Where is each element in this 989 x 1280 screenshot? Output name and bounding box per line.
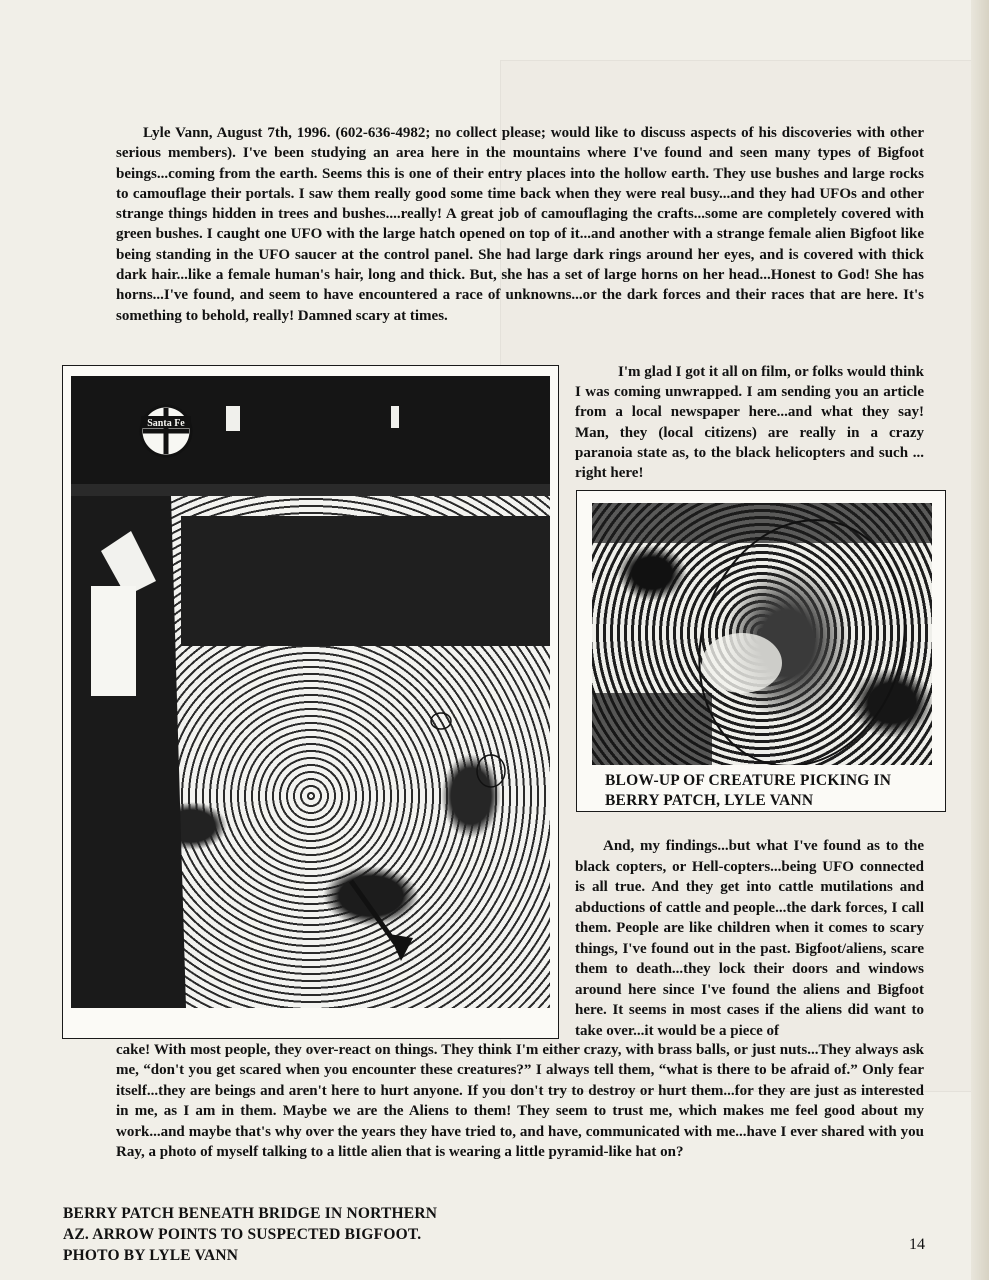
dark-treeline bbox=[181, 516, 550, 646]
bridge-marker-1 bbox=[226, 406, 240, 431]
photo-caption-line-1: BERRY PATCH BENEATH BRIDGE IN NORTHERN bbox=[63, 1205, 438, 1222]
article-paragraph-4: cake! With most people, they over-react on things. They think I'm either crazy, with brass balls, or just nuts...They always ask me, “don't you get scared when you encounter these creatures?” I always tell them, “what is there to be afraid of.” Only fear itself...they are beings and aren't here to hurt anyone. If you don't try to destroy or hurt them...for they are just as interested in me, as I am in them. Maybe we are the Aliens to them! They seem to trust me, which makes me feel good about my work...and maybe that's why over the years they have tried to, and have, communicated with me...have I ever shared with you Ray, a photo of myself talking to a little alien that is wearing a little pyramid-like hat on? bbox=[116, 1042, 924, 1161]
santa-fe-logo-text: Santa Fe bbox=[147, 418, 185, 429]
blowup-photo bbox=[592, 503, 932, 765]
berry-patch-photo-drawing bbox=[71, 376, 550, 1008]
circled-spot bbox=[477, 755, 505, 787]
article-paragraph-1: Lyle Vann, August 7th, 1996. (602-636-4982; no collect please; would like to discuss aspects of his discoveries with other serious members). I've been studying an area here in the mountains where I've found and seen many types of Bigfoot beings...coming from the earth. Seems this is one of their entry places into the hollow earth. They use bushes and large rocks to camouflage their portals. I saw them really good some time back when they were real busy...and they had UFOs and other strange things hidden in trees and bushes....really! A great job of camouflaging the crafts...some are completely covered with green bushes. I caught one UFO with the large hatch opened on top of it...and another with a strange female alien Bigfoot like being standing in the UFO saucer at the control panel. She had large dark rings around her eyes, and is covered with thick dark hair...like a female human's hair, long and thick. But, she has a set of large horns on her head...Honest to God! She has horns...I've found, and seem to have encountered a race of unknowns...or the dark forces and their races that are here. It's something to behold, really! Damned scary at times. bbox=[116, 125, 924, 324]
photo-caption-line-3: PHOTO BY LYLE VANN bbox=[63, 1247, 239, 1264]
page-number: 14 bbox=[909, 1236, 925, 1253]
circled-spot-2 bbox=[431, 713, 451, 729]
berry-patch-photo-frame bbox=[62, 365, 559, 1039]
article-paragraph-3: And, my findings...but what I've found as to the black copters, or Hell-copters...being UFO connected is all true. And they get into cattle mutilations and abductions of cattle and people...the dark forces, I call them. People are like children when it comes to scary things, I've found out in the past. Bigfoot/aliens, scare them to death...they lock their doors and windows around here since I've found the aliens and Bigfoot here. It seems in most cases if the aliens did want to take over...it would be a piece of bbox=[575, 838, 924, 1039]
pillar-light-patch bbox=[91, 586, 136, 696]
photo-caption-line-2: AZ. ARROW POINTS TO SUSPECTED BIGFOOT. bbox=[63, 1226, 422, 1243]
blowup-photo-drawing bbox=[592, 503, 932, 765]
berry-patch-photo bbox=[71, 376, 550, 1008]
dark-foliage-bottom bbox=[592, 693, 712, 765]
blowup-caption-line-1: BLOW-UP OF CREATURE PICKING IN bbox=[605, 772, 892, 789]
article-paragraph-2: I'm glad I got it all on film, or folks would think I was coming unwrapped. I am sending you an article from a local newspaper here...and what they say! Man, they (local citizens) are really in a crazy paranoia state as, to the black helicopters and such ... right here! bbox=[575, 364, 924, 482]
blowup-caption-line-2: BERRY PATCH, LYLE VANN bbox=[605, 792, 814, 809]
page-edge bbox=[971, 0, 989, 1280]
arrow-head bbox=[389, 934, 413, 961]
bridge-edge bbox=[71, 484, 550, 496]
bridge-marker-2 bbox=[391, 406, 399, 428]
blowup-photo-frame bbox=[576, 490, 946, 812]
creature-highlight bbox=[702, 633, 782, 693]
